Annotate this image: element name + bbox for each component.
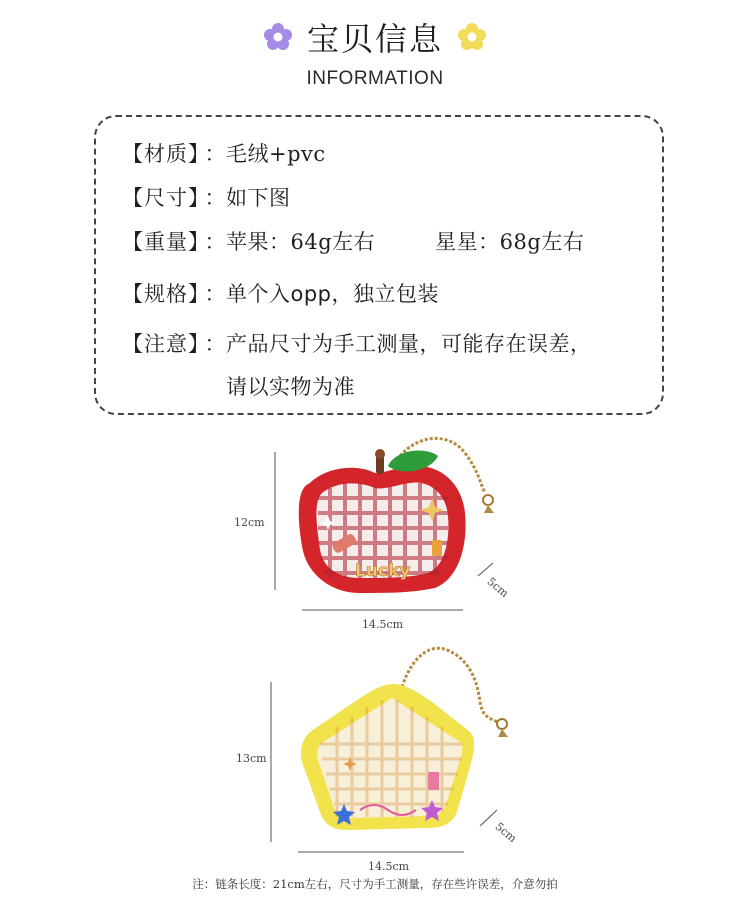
size-value: 如下图 — [226, 186, 291, 210]
purple-flower-icon — [263, 22, 293, 52]
star-product — [236, 632, 532, 873]
spec-label: 【规格】 — [122, 282, 210, 306]
material-label: 【材质】 — [122, 142, 210, 166]
weight-apple: 苹果：64g左右 — [226, 230, 376, 254]
page-title: 宝贝信息 — [306, 20, 443, 58]
page-subtitle: INFORMATION — [306, 68, 444, 89]
note-line-1: 产品尺寸为手工测量，可能存在误差， — [226, 332, 592, 356]
spec-value: 单个入opp，独立包装 — [226, 282, 440, 306]
size-row — [122, 183, 291, 213]
spec-row — [122, 279, 439, 309]
weight-row — [122, 227, 584, 257]
material-row — [122, 139, 326, 169]
title-row — [0, 14, 750, 60]
info-box — [94, 115, 664, 415]
material-colon: ： — [204, 142, 226, 166]
weight-colon: ： — [204, 230, 226, 254]
apple-depth-label: 5cm — [484, 574, 512, 601]
star-width-label: 14.5cm — [368, 860, 410, 873]
note-row — [122, 329, 592, 409]
spec-colon: ： — [204, 282, 226, 306]
apple-badge-text: Lucky — [355, 561, 411, 581]
apple-product — [234, 428, 530, 638]
star-height-label: 13cm — [236, 752, 267, 765]
note-colon: ： — [204, 332, 226, 356]
header — [0, 14, 750, 90]
footnote: 注：链条长度：21cm左右，尺寸为手工测量，存在些许误差，介意勿拍 — [192, 877, 558, 891]
material-value: 毛绒+pvc — [226, 142, 326, 166]
size-colon: ： — [204, 186, 226, 210]
weight-star: 星星：68g左右 — [435, 230, 585, 254]
note-label: 【注意】 — [122, 332, 210, 356]
note-value — [226, 323, 592, 409]
size-label: 【尺寸】 — [122, 186, 210, 210]
note-line-2: 请以实物为准 — [226, 375, 355, 399]
weight-label: 【重量】 — [122, 230, 210, 254]
apple-bag-image — [260, 428, 530, 638]
apple-width-label: 14.5cm — [362, 618, 404, 631]
apple-height-label: 12cm — [234, 516, 265, 529]
star-depth-label: 5cm — [492, 819, 520, 846]
yellow-flower-icon — [457, 22, 487, 52]
